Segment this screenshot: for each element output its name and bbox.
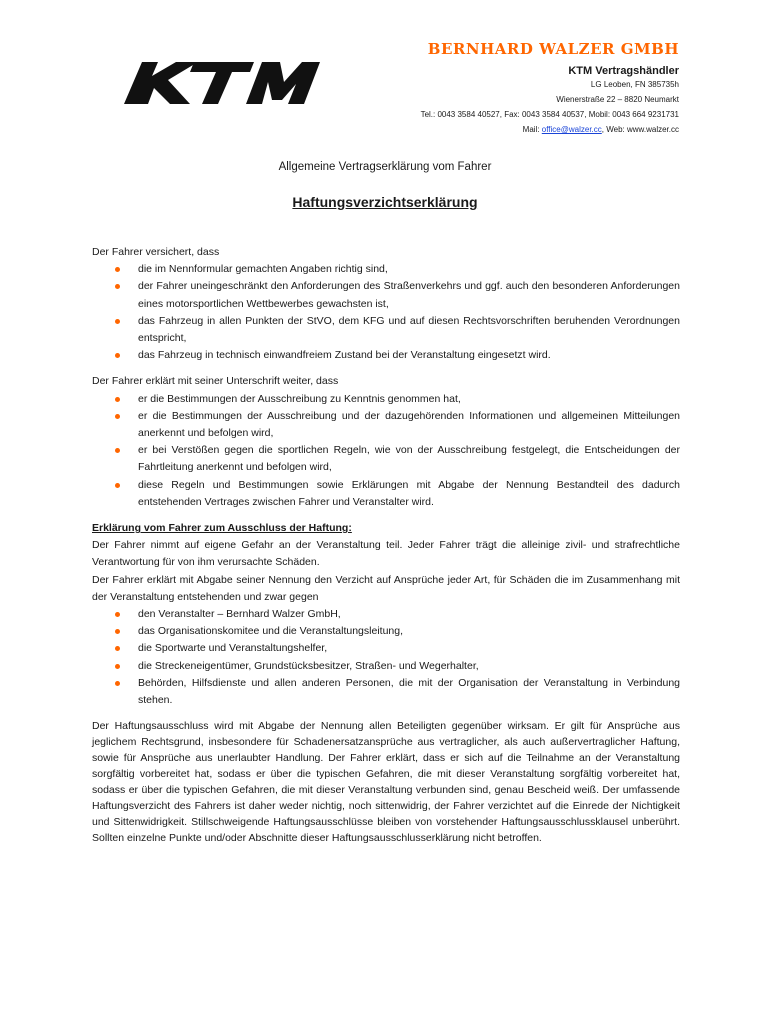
web-text: , Web: www.walzer.cc <box>601 125 679 134</box>
document-title: Haftungsverzichtserklärung <box>292 194 478 210</box>
company-contact <box>421 122 679 137</box>
list-item: er die Bestimmungen der Ausschreibung und der dazugehörenden Informationen und allgemeinen Mitteilungen anerkennt und befolgen wird, <box>138 408 680 442</box>
ktm-logo <box>106 26 322 138</box>
list-item: den Veranstalter – Bernhard Walzer GmbH, <box>138 606 680 623</box>
document-body <box>92 244 680 846</box>
company-name: BERNHARD WALZER GMBH <box>427 40 679 58</box>
company-header <box>421 40 679 137</box>
section-paragraph: Der Fahrer nimmt auf eigene Gefahr an der Veranstaltung teil. Jeder Fahrer trägt die alleinige zivil- und strafrechtliche Verantwortung für von ihm verursachte Schäden. <box>92 539 680 569</box>
list-item: das Fahrzeug in allen Punkten der StVO, dem KFG und auf diesen Rechtsvorschriften beruhenden Verordnungen entspricht, <box>138 313 680 347</box>
intro-paragraph: Der Fahrer erklärt mit seiner Unterschrift weiter, dass <box>92 375 339 388</box>
driver-assurance-list <box>92 261 680 364</box>
list-item: diese Regeln und Bestimmungen sowie Erklärungen mit Abgabe der Nennung Bestandteil des dadurch entstehenden Vertrages zwischen Fahrer und Veranstalter wird. <box>138 477 680 511</box>
company-subtitle: KTM Vertragshändler <box>568 65 679 77</box>
email-link[interactable]: office@walzer.cc <box>541 125 602 134</box>
list-item: er bei Verstößen gegen die sportlichen Regeln, wie von der Ausschreibung festgelegt, die Entscheidungen der Fahrtleitung anerkennt und befolgen wird, <box>138 442 680 476</box>
company-phone: Tel.: 0043 3584 40527, Fax: 0043 3584 40537, Mobil: 0043 664 9231731 <box>420 110 679 119</box>
list-item: er die Bestimmungen der Ausschreibung zu Kenntnis genommen hat, <box>138 391 680 408</box>
driver-declaration-list <box>92 391 680 511</box>
company-register: LG Leoben, FN 385735h <box>590 80 679 89</box>
section-paragraph: Der Fahrer erklärt mit Abgabe seiner Nennung den Verzicht auf Ansprüche jeder Art, für Schäden die im Zusammenhang mit der Veranstaltung entstehenden und zwar gegen <box>92 573 680 603</box>
list-item: der Fahrer uneingeschränkt den Anforderungen des Straßenverkehrs und ggf. auch den besonderen Anforderungen eines motorsportlichen Wettbewerbes gewachsten ist, <box>138 278 680 312</box>
list-item: Behörden, Hilfsdienste und allen anderen Personen, die mit der Organisation der Veranstaltung in Verbindung stehen. <box>138 675 680 709</box>
list-item: das Fahrzeug in technisch einwandfreiem Zustand bei der Veranstaltung eingesetzt wird. <box>138 347 680 364</box>
liability-waiver-list <box>92 606 680 709</box>
company-address: Wienerstraße 22 – 8820 Neumarkt <box>556 95 679 104</box>
intro-paragraph: Der Fahrer versichert, dass <box>92 246 220 258</box>
mail-label: Mail: <box>522 125 542 134</box>
section-heading: Erklärung vom Fahrer zum Ausschluss der Haftung: <box>92 522 352 535</box>
list-item: das Organisationskomitee und die Veranstaltungsleitung, <box>138 623 680 640</box>
list-item: die Streckeneigentümer, Grundstücksbesitzer, Straßen- und Wegerhalter, <box>138 658 680 675</box>
closing-paragraph: Der Haftungsausschluss wird mit Abgabe der Nennung allen Beteiligten gegenüber wirksam. Er gilt für Ansprüche aus jeglichem Rechtsgrund, insbesondere für Schadenersatzansprüche aus vertraglicher, als auch außervertraglicher Haftung, sowie für Ansprüche aus unerlaubter Handlung. Der Fahrer erklärt, dass er sich auf die Teilnahme an der Veranstaltung sorgfältig vorbereitet hat, sodass er über die typischen Gefahren, die mit dieser Veranstaltung sorgfältig vorbereitet hat, sodass er über die typischen Gefahren, die mit dieser Veranstaltung verbunden sind, genau Bescheid weiß. Der umfassende Haftungsverzicht des Fahrers ist daher weder nichtig, noch sittenwidrig, der Fahrer verzichtet auf die Einrede der Nichtigkeit und Sittenwidrigkeit. Stillschweigende Haftungsausschlüsse bleiben von vorstehender Haftungsausschlussklausel unberührt. Sollten einzelne Punkte und/oder Abschnitte dieser Haftungsausschlusserklärung nicht betroffen. <box>92 720 680 845</box>
document-heading: Allgemeine Vertragserklärung vom Fahrer <box>278 161 492 173</box>
list-item: die im Nennformular gemachten Angaben richtig sind, <box>138 261 680 278</box>
list-item: die Sportwarte und Veranstaltungshelfer, <box>138 640 680 657</box>
